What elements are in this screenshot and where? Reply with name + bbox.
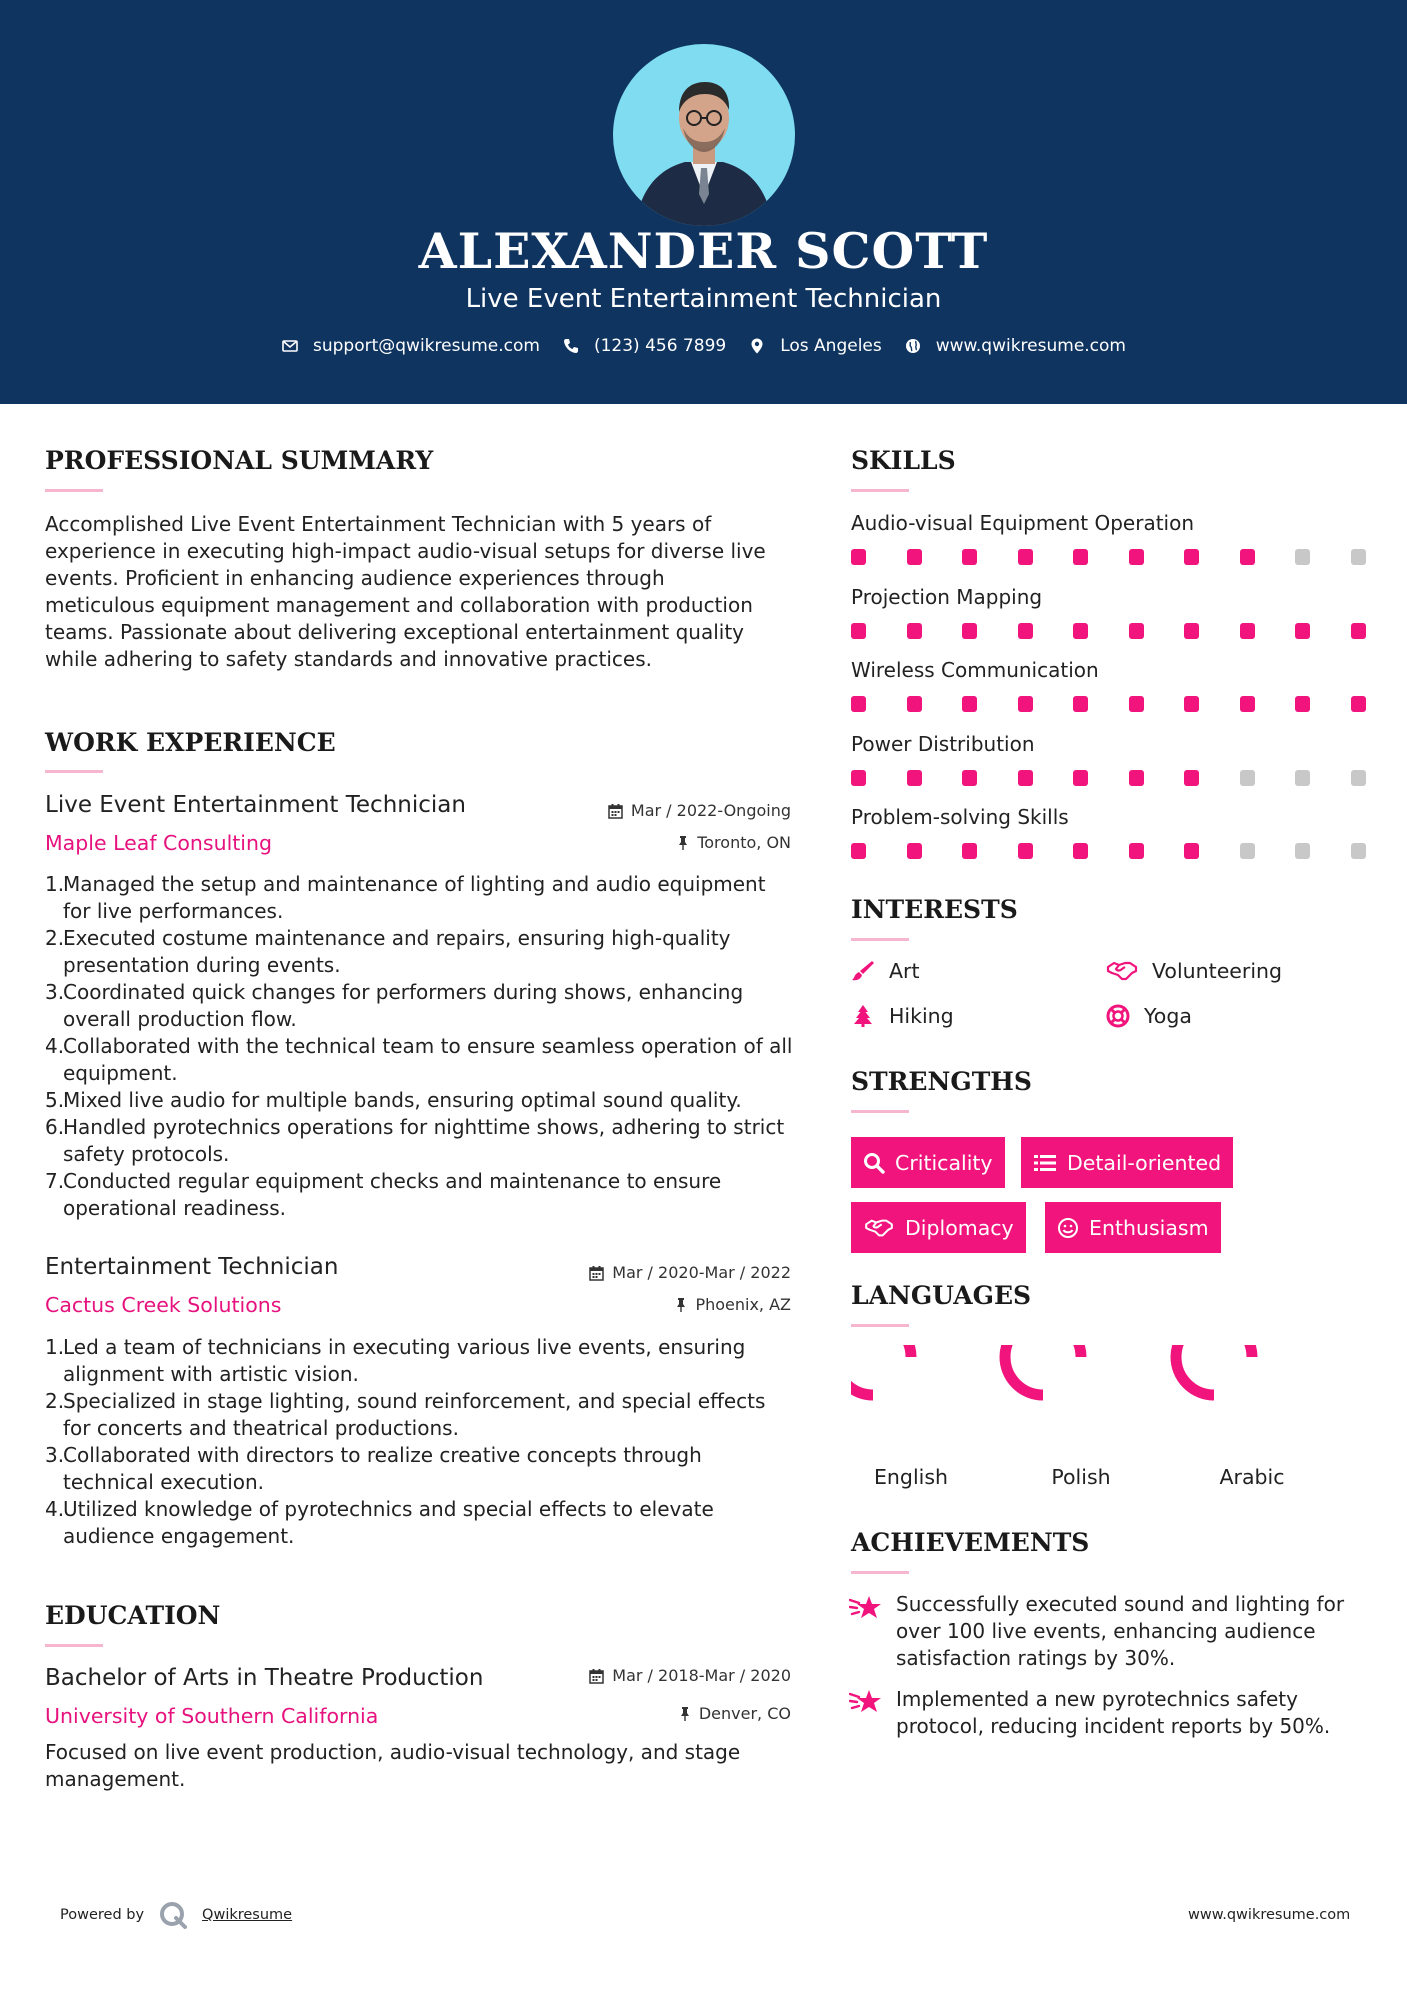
skill-dot-filled [907,549,922,565]
duty-item: 7. Conducted regular equipment checks and maintenance to ensure operational readiness. [45,1169,722,1220]
interest-yoga: Yoga [1106,1004,1192,1028]
job-location [677,833,791,852]
skill-dot-filled [851,770,866,786]
footer-website[interactable]: www.qwikresume.com [1188,1907,1351,1923]
calendar-icon [608,803,623,819]
skill-dot-filled [1184,623,1199,639]
skill-dot-filled [1295,623,1310,639]
skill-rating [851,770,1361,786]
globe-icon [904,337,922,355]
interest-art: Art [851,959,920,983]
skill-dot-filled [962,623,977,639]
duty-item: 1. Managed the setup and maintenance of lighting and audio equipment for live performances. [45,872,766,923]
strength-chip-criticality: Criticality [851,1137,1005,1188]
candidate-title: Live Event Entertainment Technician [465,284,942,314]
list-icon [1033,1153,1057,1173]
achievement-item: Successfully executed sound and lighting for over 100 live events, enhancing audience satisfaction ratings by 30%. [896,1592,1345,1670]
contact-phone[interactable] [562,336,726,356]
skill-dot-filled [1295,696,1310,712]
experience-heading: WORK EXPERIENCE [45,728,336,757]
skill-dot-filled [1184,843,1199,859]
job-location-text: Phoenix, AZ [695,1295,791,1314]
degree-title: Bachelor of Arts in Theatre Production [45,1665,484,1691]
language-ring-polish [1005,1345,1081,1395]
job-location [675,1295,791,1314]
skill-name: Problem-solving Skills [851,805,1069,829]
strength-chip-enthusiasm: Enthusiasm [1045,1202,1221,1253]
skill-rating [851,696,1361,712]
skill-name: Projection Mapping [851,584,1043,609]
achievement-item: Implemented a new pyrotechnics safety protocol, reducing incident reports by 50%. [896,1687,1331,1738]
skill-dot-filled [1351,696,1366,712]
shooting-star-icon [849,1594,883,1622]
contact-email[interactable] [281,336,540,356]
qwikresume-logo-icon [158,1900,188,1930]
interest-hiking: Hiking [851,1004,954,1028]
job-dates [608,801,791,820]
skills-heading: SKILLS [851,446,956,475]
skill-dot-filled [1129,843,1144,859]
skill-dot-filled [851,843,866,859]
email-text: support@qwikresume.com [313,336,540,356]
education-dates [589,1666,791,1685]
lifering-icon [1106,1004,1130,1028]
map-pin-icon [748,337,766,355]
brand-link[interactable]: Qwikresume [202,1907,293,1923]
strength-chip-diplomacy: Diplomacy [851,1202,1026,1253]
school-name: University of Southern California [45,1704,379,1728]
interests-underline [851,938,909,941]
job-title: Live Event Entertainment Technician [45,792,466,818]
handshake-icon [1106,959,1138,983]
skill-name: Power Distribution [851,731,1035,756]
search-icon [863,1152,885,1174]
skill-dot-filled [962,696,977,712]
education-location [679,1704,791,1723]
interest-volunteering: Volunteering [1106,959,1282,983]
language-label-polish: Polish [1051,1465,1111,1489]
calendar-icon [589,1668,604,1684]
skill-dot-filled [1240,549,1255,565]
skill-dot-empty [1240,843,1255,859]
skill-dot-filled [1184,770,1199,786]
duty-item: 1. Led a team of technicians in executing various live events, ensuring alignment with artistic vision. [45,1335,746,1386]
skill-dot-filled [851,623,866,639]
skill-dot-filled [1129,770,1144,786]
achievements-heading: ACHIEVEMENTS [851,1528,1090,1557]
phone-text: (123) 456 7899 [593,336,727,356]
profile-photo [613,44,795,226]
duty-item: 4. Utilized knowledge of pyrotechnics and special effects to elevate audience engagement. [45,1497,714,1548]
duty-item: 3. Coordinated quick changes for performers during shows, enhancing overall production flow. [45,980,744,1031]
duty-item: 4. Collaborated with the technical team to ensure seamless operation of all equipment. [45,1034,793,1085]
strengths-heading: STRENGTHS [851,1067,1032,1096]
paintbrush-icon [851,959,875,983]
language-ring-english [851,1345,911,1395]
duty-item: 6. Handled pyrotechnics operations for nighttime shows, adhering to strict safety protocols. [45,1115,785,1166]
language-rings [851,1345,1361,1455]
skill-dot-filled [1018,549,1033,565]
skill-dot-filled [1018,843,1033,859]
skill-dot-empty [1295,770,1310,786]
duty-item: 3. Collaborated with directors to realize creative concepts through technical execution. [45,1443,702,1494]
pushpin-icon [679,1706,691,1722]
pushpin-icon [677,835,689,851]
envelope-icon [281,337,299,355]
skill-dot-filled [1129,623,1144,639]
skill-dot-empty [1351,770,1366,786]
skill-dot-filled [907,770,922,786]
strengths-underline [851,1110,909,1113]
education-dates-text: Mar / 2018-Mar / 2020 [612,1666,791,1685]
strength-chip-detail-oriented: Detail-oriented [1021,1137,1233,1188]
skill-dot-filled [851,696,866,712]
skill-dot-filled [1018,770,1033,786]
skill-dot-empty [1295,843,1310,859]
job-company: Maple Leaf Consulting [45,831,273,855]
job-duties-list [45,1334,795,1550]
skill-dot-filled [1073,843,1088,859]
skill-rating [851,549,1361,565]
shooting-star-icon [849,1688,883,1716]
education-description: Focused on live event production, audio-visual technology, and stage management. [45,1740,741,1791]
phone-icon [562,337,580,355]
summary-heading: PROFESSIONAL SUMMARY [45,446,434,475]
skill-dot-filled [1073,770,1088,786]
footer-powered-by [60,1900,292,1930]
summary-text: Accomplished Live Event Entertainment Technician with 5 years of experience in executing high-impact audio-visual setups for diverse live events. Proficient in enhancing audience experiences through meticulous equipment management and collaboration with production teams. Passionate about delivering exceptional entertainment quality while adhering to safety standards and innovative practices. [45,512,766,671]
achievements-underline [851,1571,909,1574]
job-company: Cactus Creek Solutions [45,1293,282,1317]
skill-dot-filled [962,549,977,565]
job-duties-list [45,871,795,1222]
skill-dot-empty [1240,770,1255,786]
candidate-name: ALEXANDER SCOTT [418,222,989,280]
skill-dot-filled [962,843,977,859]
contact-location [748,336,882,356]
skill-dot-filled [907,843,922,859]
skill-dot-filled [1240,623,1255,639]
calendar-icon [589,1265,604,1281]
skill-dot-filled [907,623,922,639]
education-heading: EDUCATION [45,1601,221,1630]
skill-dot-filled [962,770,977,786]
skill-dot-empty [1351,843,1366,859]
resume-header [0,0,1407,404]
skill-dot-filled [1018,623,1033,639]
skill-rating [851,843,1361,859]
skill-name: Wireless Communication [851,658,1099,682]
language-label-arabic: Arabic [1219,1465,1285,1489]
skills-underline [851,489,909,492]
skill-dot-filled [1073,549,1088,565]
duty-item: 2. Specialized in stage lighting, sound reinforcement, and special effects for concerts and theatrical productions. [45,1389,766,1440]
job-title: Entertainment Technician [45,1254,339,1280]
skill-dot-filled [1129,696,1144,712]
languages-underline [851,1324,909,1327]
skill-dot-filled [907,696,922,712]
summary-underline [45,489,103,492]
handshake-icon [863,1217,895,1239]
education-underline [45,1644,103,1647]
skill-dot-filled [1240,696,1255,712]
language-ring-arabic [1176,1345,1252,1395]
skill-dot-filled [1184,549,1199,565]
skill-dot-filled [851,549,866,565]
contact-bar [0,336,1407,356]
pushpin-icon [675,1297,687,1313]
skill-dot-empty [1351,549,1366,565]
job-location-text: Toronto, ON [697,833,791,852]
interests-heading: INTERESTS [851,895,1018,924]
powered-by-text: Powered by [60,1907,145,1923]
skill-dot-filled [1073,696,1088,712]
contact-website[interactable] [904,336,1126,356]
education-location-text: Denver, CO [698,1704,791,1723]
experience-underline [45,770,103,773]
job-dates-text: Mar / 2020-Mar / 2022 [612,1263,791,1282]
skill-dot-filled [1129,549,1144,565]
skill-dot-empty [1295,549,1310,565]
skill-name: Audio-visual Equipment Operation [851,511,1195,535]
smile-icon [1057,1217,1079,1239]
skill-dot-filled [1018,696,1033,712]
languages-heading: LANGUAGES [851,1281,1032,1310]
job-dates [589,1263,791,1282]
skill-dot-filled [1073,623,1088,639]
skill-rating [851,623,1361,639]
language-label-english: English [873,1465,949,1489]
location-text: Los Angeles [780,336,882,356]
duty-item: 2. Executed costume maintenance and repairs, ensuring high-quality presentation during events. [45,926,731,977]
website-text: www.qwikresume.com [935,336,1126,356]
skill-dot-filled [1184,696,1199,712]
job-dates-text: Mar / 2022-Ongoing [630,801,791,820]
tree-icon [851,1004,875,1028]
duty-item: 5. Mixed live audio for multiple bands, ensuring optimal sound quality. [45,1088,742,1112]
skill-dot-filled [1351,623,1366,639]
